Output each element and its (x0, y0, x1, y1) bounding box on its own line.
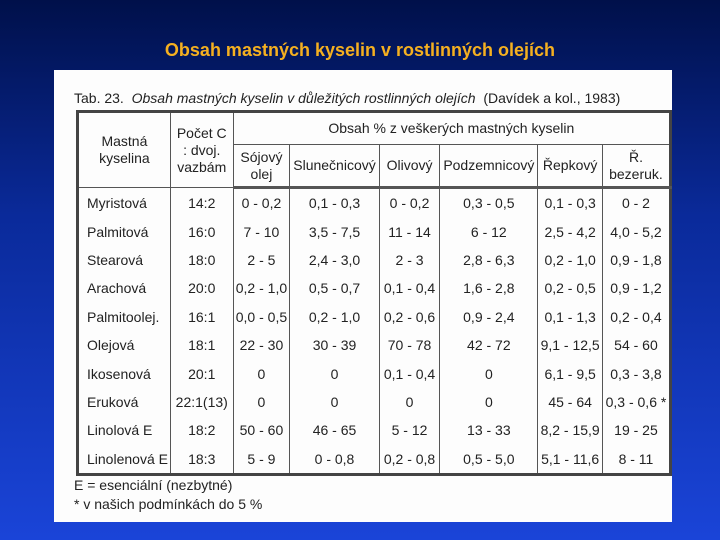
content-value: 0 (379, 388, 440, 416)
content-value: 42 - 72 (440, 331, 538, 359)
carbon-ratio: 16:0 (170, 217, 233, 245)
content-value: 4,0 - 5,2 (602, 217, 670, 245)
footnote-essential: E = esenciální (nezbytné) (74, 477, 233, 493)
table-row (78, 388, 671, 416)
table-row (78, 303, 671, 331)
content-value: 50 - 60 (233, 416, 290, 444)
content-value: 70 - 78 (379, 331, 440, 359)
header-oil: Řepkový (538, 145, 603, 188)
footnote-asterisk: * v našich podmínkách do 5 % (74, 496, 263, 512)
content-value: 0 - 0,8 (290, 445, 380, 475)
table-row (78, 246, 671, 274)
content-value: 0,1 - 0,3 (538, 188, 603, 218)
content-value: 2,8 - 6,3 (440, 246, 538, 274)
content-value: 22 - 30 (233, 331, 290, 359)
content-value: 0,2 - 0,4 (602, 303, 670, 331)
acid-name: Arachová (87, 280, 147, 297)
acid-name: Stearová (87, 251, 144, 268)
content-value: 5 - 9 (233, 445, 290, 475)
carbon-ratio: 18:0 (170, 246, 233, 274)
content-value: 8 - 11 (602, 445, 670, 475)
content-value: 0 (440, 359, 538, 387)
acid-name: Linolová E (87, 422, 153, 439)
header-oil: Podzemnicový (440, 145, 538, 188)
content-value: 0,9 - 1,2 (602, 274, 670, 302)
carbon-ratio: 18:3 (170, 445, 233, 475)
content-value: 0,0 - 0,5 (233, 303, 290, 331)
content-value: 0,3 - 3,8 (602, 359, 670, 387)
header-oil: Ř. bezeruk. (602, 145, 670, 188)
acid-name: Ikosenová (87, 365, 151, 382)
content-value: 0 (290, 388, 380, 416)
acid-name: Linolenová E (87, 450, 168, 467)
table-row (78, 217, 671, 245)
content-value: 19 - 25 (602, 416, 670, 444)
content-value: 54 - 60 (602, 331, 670, 359)
content-value: 5,1 - 11,6 (538, 445, 603, 475)
content-value: 0,2 - 1,0 (290, 303, 380, 331)
table-row (78, 274, 671, 302)
content-value: 6,1 - 9,5 (538, 359, 603, 387)
footnotes (74, 476, 262, 514)
content-value: 1,6 - 2,8 (440, 274, 538, 302)
content-value: 0,2 - 0,6 (379, 303, 440, 331)
carbon-ratio: 18:2 (170, 416, 233, 444)
acid-name: Palmitoolej. (87, 308, 160, 325)
content-value: 6 - 12 (440, 217, 538, 245)
content-value: 2 - 3 (379, 246, 440, 274)
content-value: 0 (233, 388, 290, 416)
carbon-ratio: 22:1(13) (170, 388, 233, 416)
content-value: 0,2 - 0,8 (379, 445, 440, 475)
scanned-table-image (54, 70, 672, 522)
content-value: 0 - 0,2 (379, 188, 440, 218)
header-acid: Mastná kyselina (78, 112, 171, 188)
slide-title: Obsah mastných kyselin v rostlinných olejích (164, 40, 556, 60)
content-value: 2,5 - 4,2 (538, 217, 603, 245)
content-value: 30 - 39 (290, 331, 380, 359)
table-row (78, 188, 671, 218)
carbon-ratio: 20:0 (170, 274, 233, 302)
content-value: 0,9 - 1,8 (602, 246, 670, 274)
content-value: 0,2 - 0,5 (538, 274, 603, 302)
content-value: 2,4 - 3,0 (290, 246, 380, 274)
carbon-ratio: 14:2 (170, 188, 233, 218)
content-value: 7 - 10 (233, 217, 290, 245)
acid-name: Myristová (87, 194, 147, 211)
content-value: 0,2 - 1,0 (538, 246, 603, 274)
content-value: 0 (290, 359, 380, 387)
content-value: 5 - 12 (379, 416, 440, 444)
content-value: 9,1 - 12,5 (538, 331, 603, 359)
table-row (78, 445, 671, 475)
content-value: 46 - 65 (290, 416, 380, 444)
content-value: 0,1 - 0,4 (379, 359, 440, 387)
table-row (78, 359, 671, 387)
content-value: 0,3 - 0,6 * (602, 388, 670, 416)
acid-name: Palmitová (87, 223, 149, 240)
content-value: 45 - 64 (538, 388, 603, 416)
content-value: 11 - 14 (379, 217, 440, 245)
content-value: 0,9 - 2,4 (440, 303, 538, 331)
acid-name: Olejová (87, 337, 135, 354)
caption-title: Obsah mastných kyselin v důležitých rostlinných olejích (131, 90, 476, 106)
carbon-ratio: 20:1 (170, 359, 233, 387)
content-value: 0 - 2 (602, 188, 670, 218)
header-oil: Slunečnicový (290, 145, 380, 188)
header-oil: Olivový (379, 145, 440, 188)
content-value: 0,1 - 0,4 (379, 274, 440, 302)
content-value: 0 (233, 359, 290, 387)
content-value: 2 - 5 (233, 246, 290, 274)
table-row (78, 331, 671, 359)
header-group: Obsah % z veškerých mastných kyselin (233, 112, 670, 145)
content-value: 0,3 - 0,5 (440, 188, 538, 218)
table-row (78, 416, 671, 444)
content-value: 0,5 - 0,7 (290, 274, 380, 302)
table-caption (74, 90, 620, 106)
carbon-ratio: 18:1 (170, 331, 233, 359)
acid-name: Eruková (87, 393, 139, 410)
content-value: 0 (440, 388, 538, 416)
content-value: 0,5 - 5,0 (440, 445, 538, 475)
fatty-acid-table (76, 110, 672, 476)
header-oil: Sójový olej (233, 145, 290, 188)
carbon-ratio: 16:1 (170, 303, 233, 331)
content-value: 3,5 - 7,5 (290, 217, 380, 245)
content-value: 0,2 - 1,0 (233, 274, 290, 302)
caption-source: (Davídek a kol., 1983) (483, 90, 621, 106)
content-value: 13 - 33 (440, 416, 538, 444)
content-value: 0,1 - 0,3 (290, 188, 380, 218)
caption-label: Tab. 23. (74, 90, 124, 106)
content-value: 0,1 - 1,3 (538, 303, 603, 331)
content-value: 0 - 0,2 (233, 188, 290, 218)
header-carbon: Počet C : dvoj. vazbám (170, 112, 233, 188)
content-value: 8,2 - 15,9 (538, 416, 603, 444)
